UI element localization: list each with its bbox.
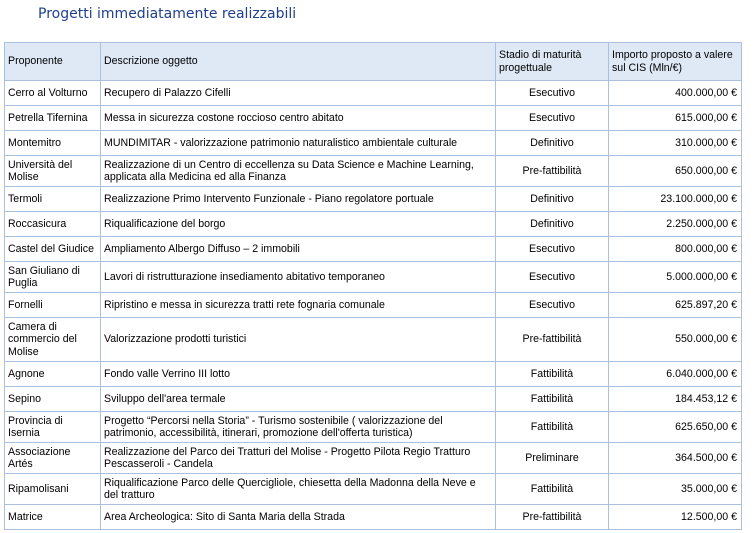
cell-proponente: Agnone bbox=[5, 362, 101, 387]
cell-descrizione: Messa in sicurezza costone roccioso centro abitato bbox=[101, 106, 496, 131]
cell-proponente: Castel del Giudice bbox=[5, 237, 101, 262]
cell-stadio: Definitivo bbox=[496, 187, 609, 212]
cell-proponente: San Giuliano di Puglia bbox=[5, 262, 101, 293]
header-proponente: Proponente bbox=[5, 43, 101, 81]
cell-proponente: Fornelli bbox=[5, 293, 101, 318]
cell-proponente: Montemitro bbox=[5, 131, 101, 156]
header-stadio: Stadio di maturità progettuale bbox=[496, 43, 609, 81]
cell-descrizione: Recupero di Palazzo Cifelli bbox=[101, 81, 496, 106]
cell-importo: 400.000,00 € bbox=[609, 81, 742, 106]
cell-proponente: Associazione Artés bbox=[5, 443, 101, 474]
cell-proponente: Sepino bbox=[5, 387, 101, 412]
cell-descrizione: Realizzazione Primo Intervento Funzionale - Piano regolatore portuale bbox=[101, 187, 496, 212]
cell-stadio: Pre-fattibilità bbox=[496, 505, 609, 530]
cell-importo: 5.000.000,00 € bbox=[609, 262, 742, 293]
cell-stadio: Esecutivo bbox=[496, 106, 609, 131]
table-row bbox=[5, 262, 742, 293]
cell-proponente: Provincia di Isernia bbox=[5, 412, 101, 443]
cell-proponente: Roccasicura bbox=[5, 212, 101, 237]
cell-descrizione: MUNDIMITAR - valorizzazione patrimonio naturalistico ambientale culturale bbox=[101, 131, 496, 156]
cell-importo: 650.000,00 € bbox=[609, 156, 742, 187]
cell-proponente: Petrella Tifernina bbox=[5, 106, 101, 131]
cell-stadio: Fattibilità bbox=[496, 362, 609, 387]
table-row bbox=[5, 474, 742, 505]
cell-importo: 184.453,12 € bbox=[609, 387, 742, 412]
cell-stadio: Esecutivo bbox=[496, 293, 609, 318]
table-row bbox=[5, 156, 742, 187]
cell-stadio: Definitivo bbox=[496, 131, 609, 156]
header-descrizione: Descrizione oggetto bbox=[101, 43, 496, 81]
cell-importo: 800.000,00 € bbox=[609, 237, 742, 262]
cell-importo: 550.000,00 € bbox=[609, 318, 742, 362]
cell-descrizione: Riqualificazione del borgo bbox=[101, 212, 496, 237]
cell-descrizione: Realizzazione di un Centro di eccellenza su Data Science e Machine Learning, applicata alla Medicina ed alla Finanza bbox=[101, 156, 496, 187]
cell-descrizione: Riqualificazione Parco delle Quercigliole, chiesetta della Madonna della Neve e del tratturo bbox=[101, 474, 496, 505]
cell-stadio: Fattibilità bbox=[496, 412, 609, 443]
table-row bbox=[5, 293, 742, 318]
cell-descrizione: Ripristino e messa in sicurezza tratti rete fognaria comunale bbox=[101, 293, 496, 318]
cell-importo: 23.100.000,00 € bbox=[609, 187, 742, 212]
cell-importo: 35.000,00 € bbox=[609, 474, 742, 505]
cell-proponente: Camera di commercio del Molise bbox=[5, 318, 101, 362]
cell-importo: 310.000,00 € bbox=[609, 131, 742, 156]
cell-importo: 615.000,00 € bbox=[609, 106, 742, 131]
table-row bbox=[5, 131, 742, 156]
cell-descrizione: Fondo valle Verrino III lotto bbox=[101, 362, 496, 387]
cell-descrizione: Area Archeologica: Sito di Santa Maria della Strada bbox=[101, 505, 496, 530]
cell-stadio: Fattibilità bbox=[496, 387, 609, 412]
cell-importo: 2.250.000,00 € bbox=[609, 212, 742, 237]
cell-descrizione: Progetto “Percorsi nella Storia” - Turismo sostenibile ( valorizzazione del patrimonio, accessibilità, itinerari, promozione dell'offerta turistica) bbox=[101, 412, 496, 443]
table-row bbox=[5, 412, 742, 443]
header-importo: Importo proposto a valere sul CIS (Mln/€) bbox=[609, 43, 742, 81]
cell-proponente: Matrice bbox=[5, 505, 101, 530]
cell-importo: 12.500,00 € bbox=[609, 505, 742, 530]
cell-stadio: Esecutivo bbox=[496, 262, 609, 293]
cell-importo: 625.650,00 € bbox=[609, 412, 742, 443]
cell-stadio: Pre-fattibilità bbox=[496, 156, 609, 187]
cell-stadio: Definitivo bbox=[496, 212, 609, 237]
table-row bbox=[5, 318, 742, 362]
cell-proponente: Università del Molise bbox=[5, 156, 101, 187]
projects-table bbox=[4, 42, 742, 530]
cell-descrizione: Lavori di ristrutturazione insediamento abitativo temporaneo bbox=[101, 262, 496, 293]
table-header-row bbox=[5, 43, 742, 81]
table-row bbox=[5, 212, 742, 237]
cell-descrizione: Ampliamento Albergo Diffuso – 2 immobili bbox=[101, 237, 496, 262]
cell-stadio: Pre-fattibilità bbox=[496, 318, 609, 362]
table-row bbox=[5, 187, 742, 212]
table-row bbox=[5, 237, 742, 262]
table-row bbox=[5, 505, 742, 530]
page-title: Progetti immediatamente realizzabili bbox=[38, 6, 297, 22]
cell-stadio: Preliminare bbox=[496, 443, 609, 474]
cell-importo: 6.040.000,00 € bbox=[609, 362, 742, 387]
cell-stadio: Fattibilità bbox=[496, 474, 609, 505]
table-body bbox=[5, 81, 742, 530]
cell-stadio: Esecutivo bbox=[496, 237, 609, 262]
cell-descrizione: Sviluppo dell'area termale bbox=[101, 387, 496, 412]
table-row bbox=[5, 81, 742, 106]
table-row bbox=[5, 362, 742, 387]
cell-descrizione: Valorizzazione prodotti turistici bbox=[101, 318, 496, 362]
cell-descrizione: Realizzazione del Parco dei Tratturi del Molise - Progetto Pilota Regio Tratturo Pescasseroli - Candela bbox=[101, 443, 496, 474]
table-row bbox=[5, 387, 742, 412]
cell-importo: 625.897,20 € bbox=[609, 293, 742, 318]
table-row bbox=[5, 443, 742, 474]
cell-proponente: Ripamolisani bbox=[5, 474, 101, 505]
cell-stadio: Esecutivo bbox=[496, 81, 609, 106]
cell-proponente: Cerro al Volturno bbox=[5, 81, 101, 106]
table-row bbox=[5, 106, 742, 131]
cell-importo: 364.500,00 € bbox=[609, 443, 742, 474]
cell-proponente: Termoli bbox=[5, 187, 101, 212]
